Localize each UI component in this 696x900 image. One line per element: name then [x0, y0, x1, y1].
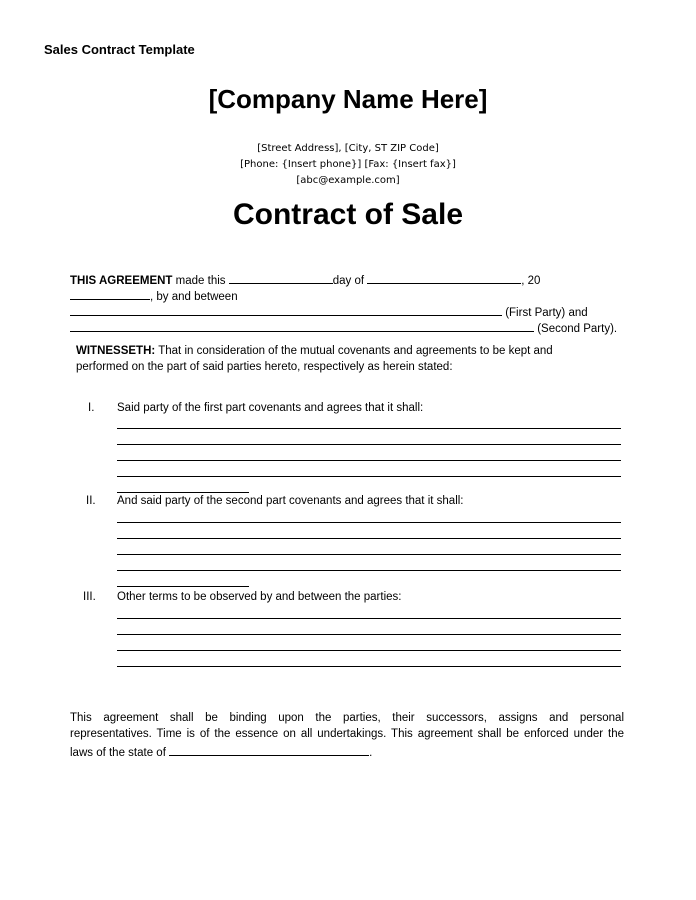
agreement-line-2	[70, 288, 238, 303]
closing-line-3-prefix: laws of the state of	[70, 747, 166, 759]
section-3-numeral: III.	[83, 591, 96, 603]
made-this-text: made this	[175, 275, 226, 287]
section-1-blank-line[interactable]	[117, 460, 621, 461]
section-3-text: Other terms to be observed by and between the parties:	[117, 591, 402, 603]
first-party-blank[interactable]	[70, 304, 502, 316]
section-1-text: Said party of the first part covenants and agrees that it shall:	[117, 402, 424, 414]
agreement-line-4	[70, 320, 617, 335]
second-party-text: (Second Party).	[537, 323, 618, 335]
document-header-label: Sales Contract Template	[44, 42, 195, 57]
address-line: [Street Address], [City, ST ZIP Code]	[257, 143, 439, 154]
section-3-blank-line[interactable]	[117, 650, 621, 651]
phone-fax-line: [Phone: {Insert phone}] [Fax: {Insert fax}]	[240, 159, 456, 170]
contract-title: Contract of Sale	[232, 198, 464, 231]
second-party-blank[interactable]	[70, 320, 534, 332]
section-2-blank-line[interactable]	[117, 570, 621, 571]
closing-line-3	[70, 744, 372, 759]
section-1-numeral: I.	[88, 402, 95, 414]
first-party-text: (First Party) and	[505, 307, 588, 319]
state-blank[interactable]	[169, 744, 369, 756]
section-2-numeral: II.	[86, 495, 96, 507]
agreement-lead: THIS AGREEMENT	[70, 275, 173, 287]
section-2-blank-line[interactable]	[117, 522, 621, 523]
closing-line-2: representatives. Time is of the essence on all undertakings. This agreement shall be enforced under the	[70, 728, 624, 740]
company-name: [Company Name Here]	[208, 84, 488, 114]
section-1-blank-line-short[interactable]	[117, 492, 249, 493]
email-line: [abc@example.com]	[296, 175, 400, 186]
closing-line-3-suffix: .	[369, 747, 373, 759]
year-blank[interactable]	[70, 288, 150, 300]
by-between-text: , by and between	[150, 291, 238, 303]
section-3-blank-line[interactable]	[117, 634, 621, 635]
witnesseth-line-2: performed on the part of said parties hereto, respectively as herein stated:	[76, 361, 453, 373]
section-1-blank-line[interactable]	[117, 428, 621, 429]
date-blank[interactable]	[229, 272, 333, 284]
section-2-blank-line[interactable]	[117, 554, 621, 555]
witnesseth-line-1	[76, 345, 553, 357]
witnesseth-text-1: That in consideration of the mutual covenants and agreements to be kept and	[158, 345, 553, 357]
month-blank[interactable]	[367, 272, 521, 284]
section-3-blank-line[interactable]	[117, 618, 621, 619]
year-prefix-text: , 20	[521, 275, 541, 287]
section-2-blank-line-short[interactable]	[117, 586, 249, 587]
agreement-line-3	[70, 304, 588, 319]
section-1-blank-line[interactable]	[117, 444, 621, 445]
section-2-blank-line[interactable]	[117, 538, 621, 539]
agreement-line-1	[70, 272, 540, 287]
section-2-text: And said party of the second part covenants and agrees that it shall:	[117, 495, 464, 507]
section-3-blank-line[interactable]	[117, 666, 621, 667]
witnesseth-lead: WITNESSETH:	[76, 345, 156, 357]
day-of-text: day of	[332, 275, 365, 287]
closing-line-1: This agreement shall be binding upon the parties, their successors, assigns and personal	[70, 712, 624, 724]
section-1-blank-line[interactable]	[117, 476, 621, 477]
